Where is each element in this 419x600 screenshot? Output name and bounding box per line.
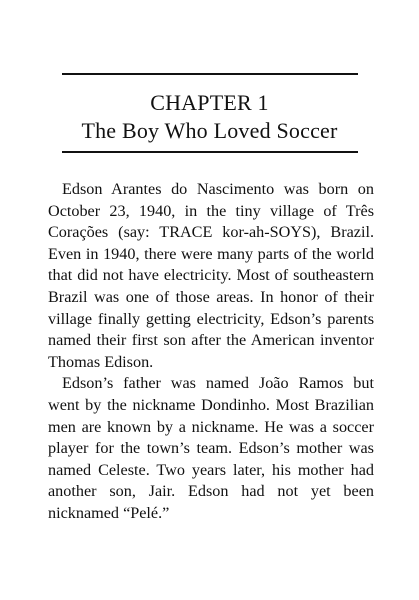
chapter-body xyxy=(48,179,374,525)
paragraph-2: Edson’s father was named João Ramos but went by the nickname Dondinho. Most Brazilian men are known by a nickname. He was a soccer player for the town’s team. Edson’s mother was named Celeste. Two years later, his mother had another son, Jair. Edson had not yet been nicknamed “Pelé.” xyxy=(48,374,374,522)
chapter-bottom-rule xyxy=(62,151,358,153)
chapter-title: The Boy Who Loved Soccer xyxy=(81,118,338,143)
paragraph-1: Edson Arantes do Nascimento was born on October 23, 1940, in the tiny village of Três Corações (say: TRACE kor-ah-SOYS), Brazil. Even in 1940, there were many parts of the world that did not have electricity. Most of southeastern Brazil was one of those areas. In honor of their village finally getting electricity, Edson’s parents named their first son after the American inventor Thomas Edison. xyxy=(48,180,374,371)
chapter-top-rule xyxy=(62,73,358,75)
chapter-number: CHAPTER 1 xyxy=(150,90,269,115)
